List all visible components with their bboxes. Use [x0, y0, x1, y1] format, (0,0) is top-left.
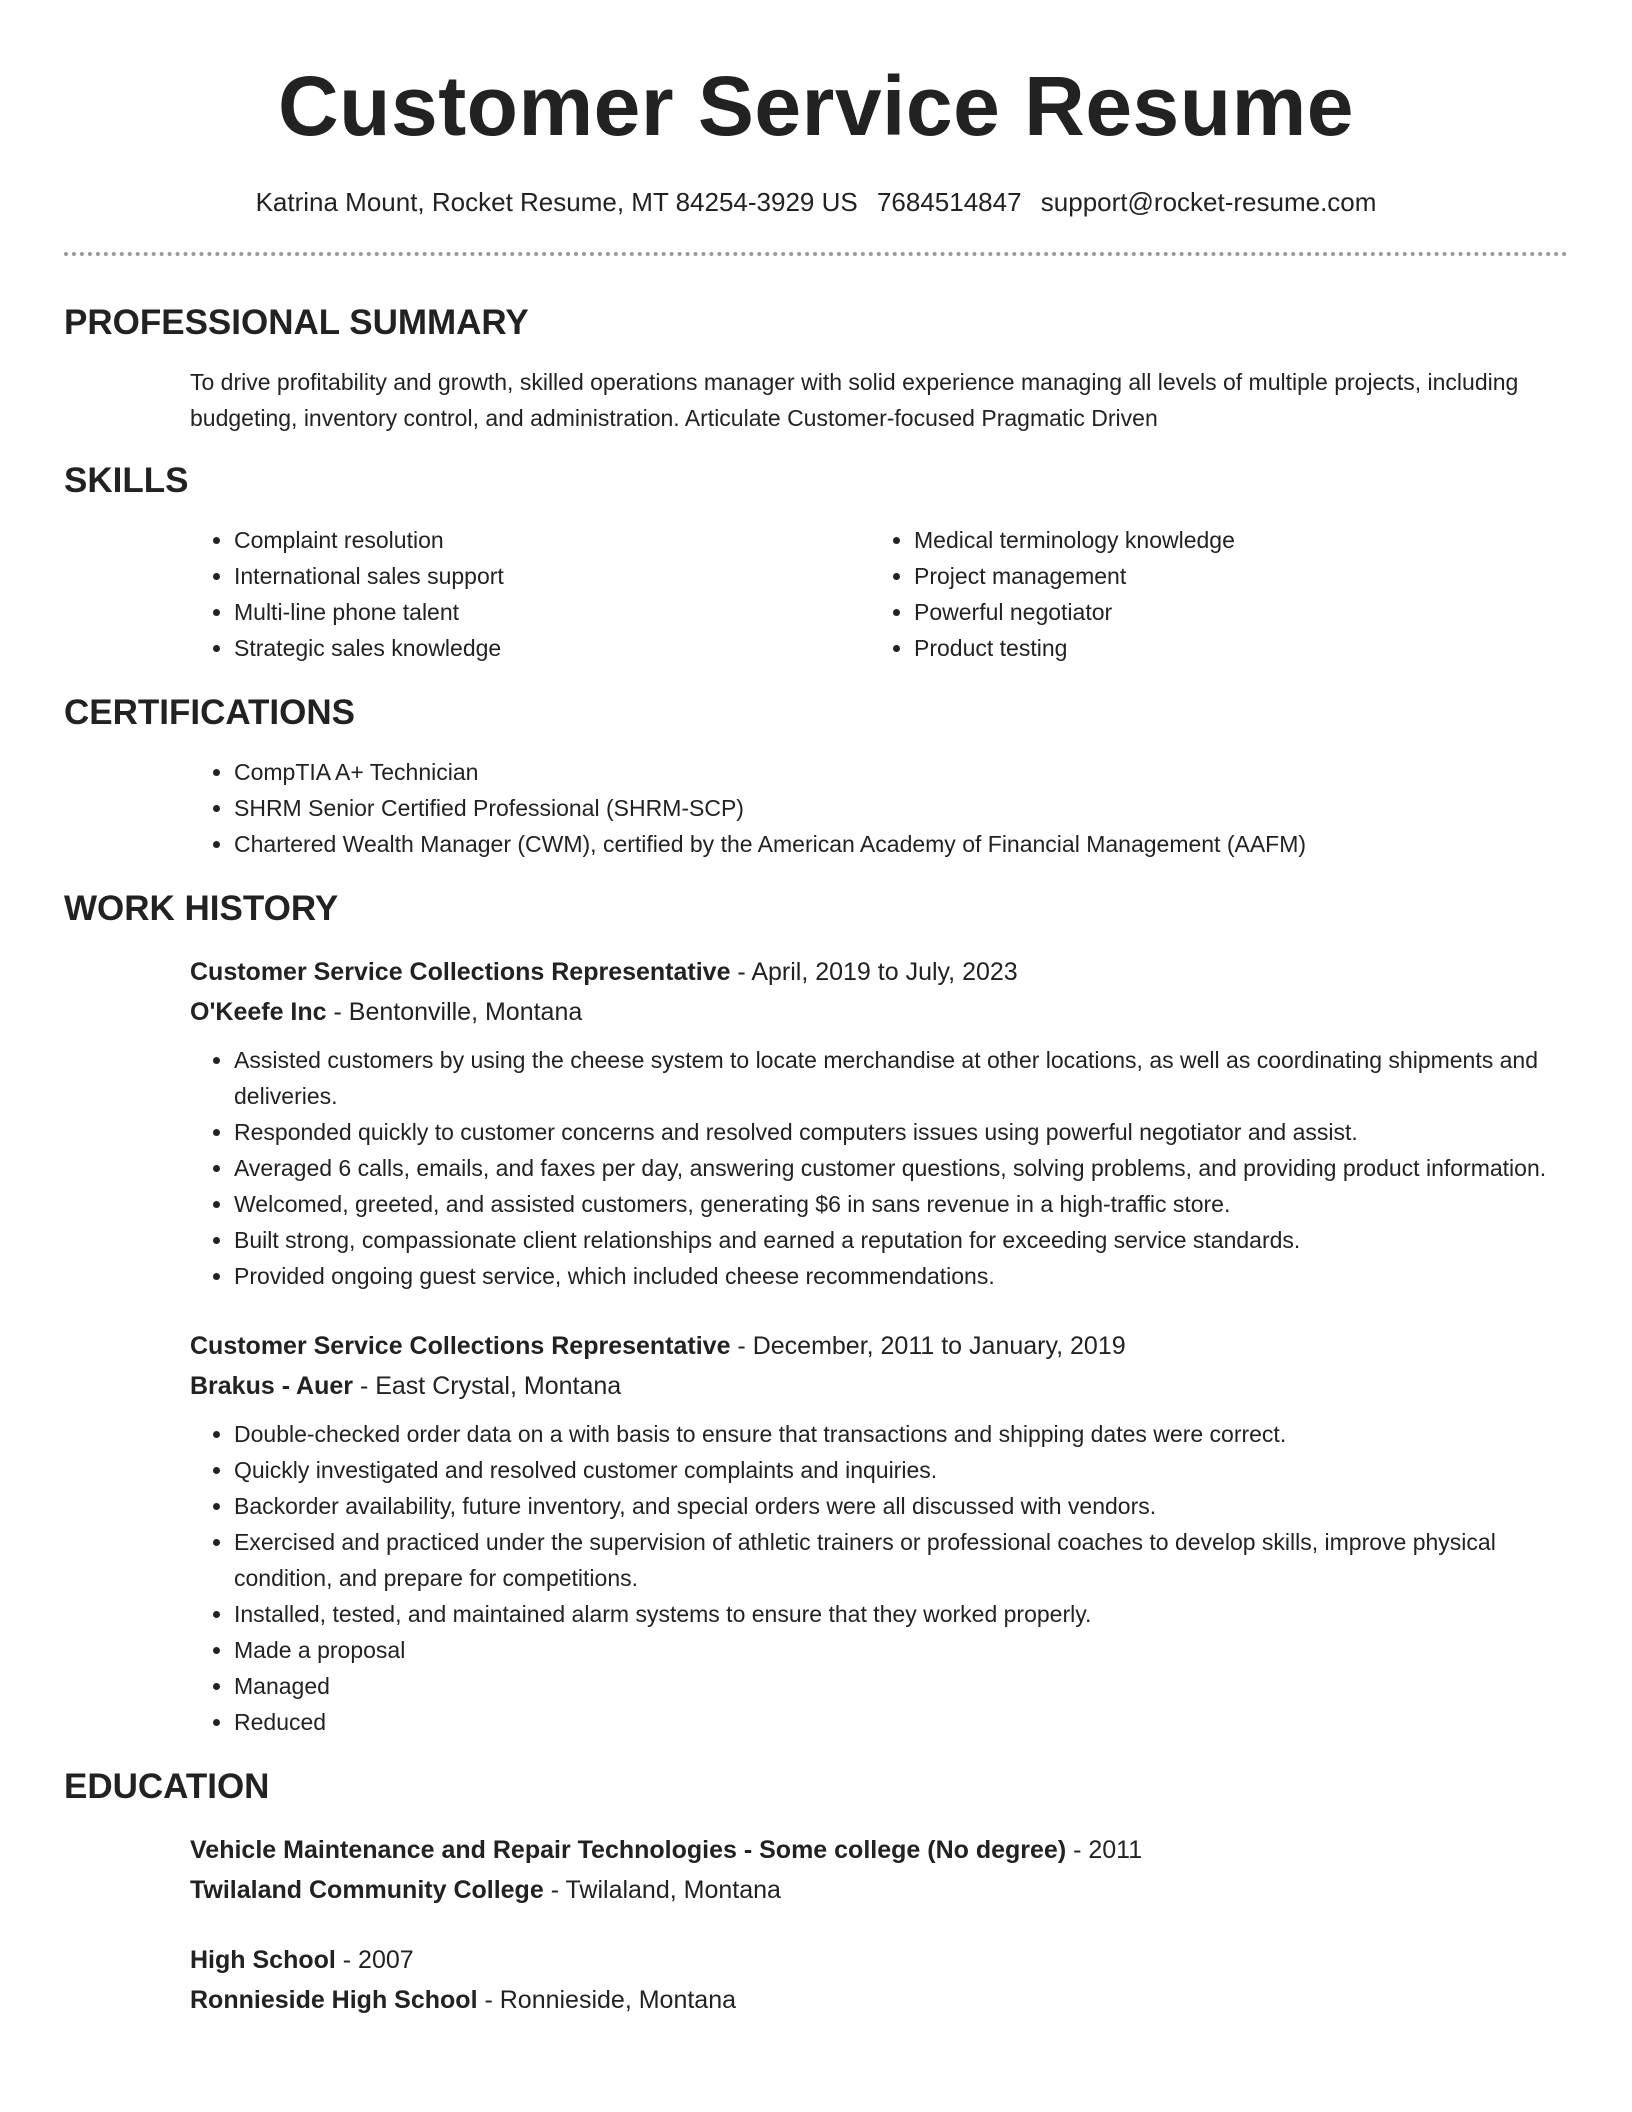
skill-item: • Powerful negotiator	[914, 594, 1550, 630]
skill-item: • Medical terminology knowledge	[914, 522, 1550, 558]
contact-line	[64, 186, 1568, 218]
contact-email: support@rocket-resume.com	[1040, 187, 1377, 217]
contact-phone: 7684514847	[876, 187, 1022, 217]
work-history-heading: WORK HISTORY	[64, 889, 339, 928]
education-degree: Vehicle Maintenance and Repair Technologies - Some college (No degree)	[190, 1836, 1067, 1864]
education-school-line	[190, 1870, 1568, 1910]
job-bullet: • Exercised and practiced under the supervision of athletic trainers or professional coaches to develop skills, improve physical condition, and prepare for competitions.	[234, 1524, 1568, 1596]
job-bullets	[190, 1042, 1568, 1294]
job-bullet: • Assisted customers by using the cheese system to locate merchandise at other locations, as well as coordinating shipments and deliveries.	[234, 1042, 1568, 1114]
skill-item: • Strategic sales knowledge	[234, 630, 870, 666]
job-bullet: • Backorder availability, future inventory, and special orders were all discussed with vendors.	[234, 1488, 1568, 1524]
job-title: Customer Service Collections Representative	[190, 958, 731, 986]
job-location: - East Crystal, Montana	[353, 1372, 622, 1400]
job-bullet: • Built strong, compassionate client relationships and earned a reputation for exceeding service standards.	[234, 1222, 1568, 1258]
job-bullet: • Quickly investigated and resolved customer complaints and inquiries.	[234, 1452, 1568, 1488]
certification-item: • CompTIA A+ Technician	[234, 754, 1568, 790]
education-degree-line	[190, 1830, 1568, 1870]
job-bullet: • Managed	[234, 1668, 1568, 1704]
job-entry	[64, 952, 1568, 1294]
skills-section	[64, 460, 1568, 666]
job-bullet: • Double-checked order data on a with basis to ensure that transactions and shipping dates were correct.	[234, 1416, 1568, 1452]
skill-item: • Complaint resolution	[234, 522, 870, 558]
education-location: - Ronnieside, Montana	[477, 1986, 736, 2014]
job-entry	[64, 1326, 1568, 1740]
job-bullets	[190, 1416, 1568, 1740]
skill-item: • Multi-line phone talent	[234, 594, 870, 630]
skills-list-left	[190, 522, 870, 666]
education-entry	[64, 1830, 1568, 1910]
job-bullet: • Reduced	[234, 1704, 1568, 1740]
education-school: Ronnieside High School	[190, 1986, 478, 2014]
job-bullet: • Averaged 6 calls, emails, and faxes per day, answering customer questions, solving problems, and providing product information.	[234, 1150, 1568, 1186]
job-bullet: • Provided ongoing guest service, which included cheese recommendations.	[234, 1258, 1568, 1294]
education-entry	[64, 1940, 1568, 2020]
resume-page	[64, 0, 1568, 2020]
certifications-block	[64, 754, 1568, 862]
job-bullet: • Responded quickly to customer concerns and resolved computers issues using powerful negotiator and assist.	[234, 1114, 1568, 1150]
education-year: - 2007	[335, 1946, 414, 1974]
education-degree-line	[190, 1940, 1568, 1980]
job-title-line	[190, 952, 1568, 992]
skills-heading: SKILLS	[64, 461, 189, 500]
job-title: Customer Service Collections Representative	[190, 1332, 731, 1360]
resume-title: Customer Service Resume	[278, 59, 1354, 153]
skills-column-right	[870, 522, 1550, 666]
job-bullet: • Welcomed, greeted, and assisted customers, generating $6 in sans revenue in a high-traffic store.	[234, 1186, 1568, 1222]
education-year: - 2011	[1066, 1836, 1143, 1864]
job-title-line	[190, 1326, 1568, 1366]
education-section	[64, 1766, 1568, 2020]
job-company-line	[190, 992, 1568, 1032]
education-degree: High School	[190, 1946, 336, 1974]
job-dates: - December, 2011 to January, 2019	[730, 1332, 1126, 1360]
summary-heading: PROFESSIONAL SUMMARY	[64, 303, 529, 342]
education-heading: EDUCATION	[64, 1767, 270, 1806]
summary-text: To drive profitability and growth, skilled operations manager with solid experience managing all levels of multiple projects, including budgeting, inventory control, and administration. Articulate Customer-focused Pragmatic Driven	[190, 369, 1519, 431]
skills-columns	[64, 522, 1568, 666]
certification-item: • Chartered Wealth Manager (CWM), certified by the American Academy of Financial Management (AAFM)	[234, 826, 1568, 862]
job-location: - Bentonville, Montana	[326, 998, 583, 1026]
certifications-heading: CERTIFICATIONS	[64, 693, 356, 732]
certifications-list	[190, 754, 1568, 862]
skill-item: • Project management	[914, 558, 1550, 594]
job-company-line	[190, 1366, 1568, 1406]
contact-address: Katrina Mount, Rocket Resume, MT 84254-3929 US	[255, 187, 858, 217]
job-dates: - April, 2019 to July, 2023	[730, 958, 1018, 986]
skill-item: • Product testing	[914, 630, 1550, 666]
header-divider	[64, 252, 1568, 256]
job-company: Brakus - Auer	[190, 1372, 354, 1400]
certifications-section	[64, 692, 1568, 862]
skills-list-right	[870, 522, 1550, 666]
education-location: - Twilaland, Montana	[543, 1876, 781, 1904]
education-school-line	[190, 1980, 1568, 2020]
job-company: O'Keefe Inc	[190, 998, 327, 1026]
job-bullet: • Made a proposal	[234, 1632, 1568, 1668]
job-bullet: • Installed, tested, and maintained alarm systems to ensure that they worked properly.	[234, 1596, 1568, 1632]
skill-item: • International sales support	[234, 558, 870, 594]
work-history-section	[64, 888, 1568, 1740]
summary-section	[64, 302, 1568, 436]
education-school: Twilaland Community College	[190, 1876, 544, 1904]
certification-item: • SHRM Senior Certified Professional (SHRM-SCP)	[234, 790, 1568, 826]
skills-column-left	[190, 522, 870, 666]
